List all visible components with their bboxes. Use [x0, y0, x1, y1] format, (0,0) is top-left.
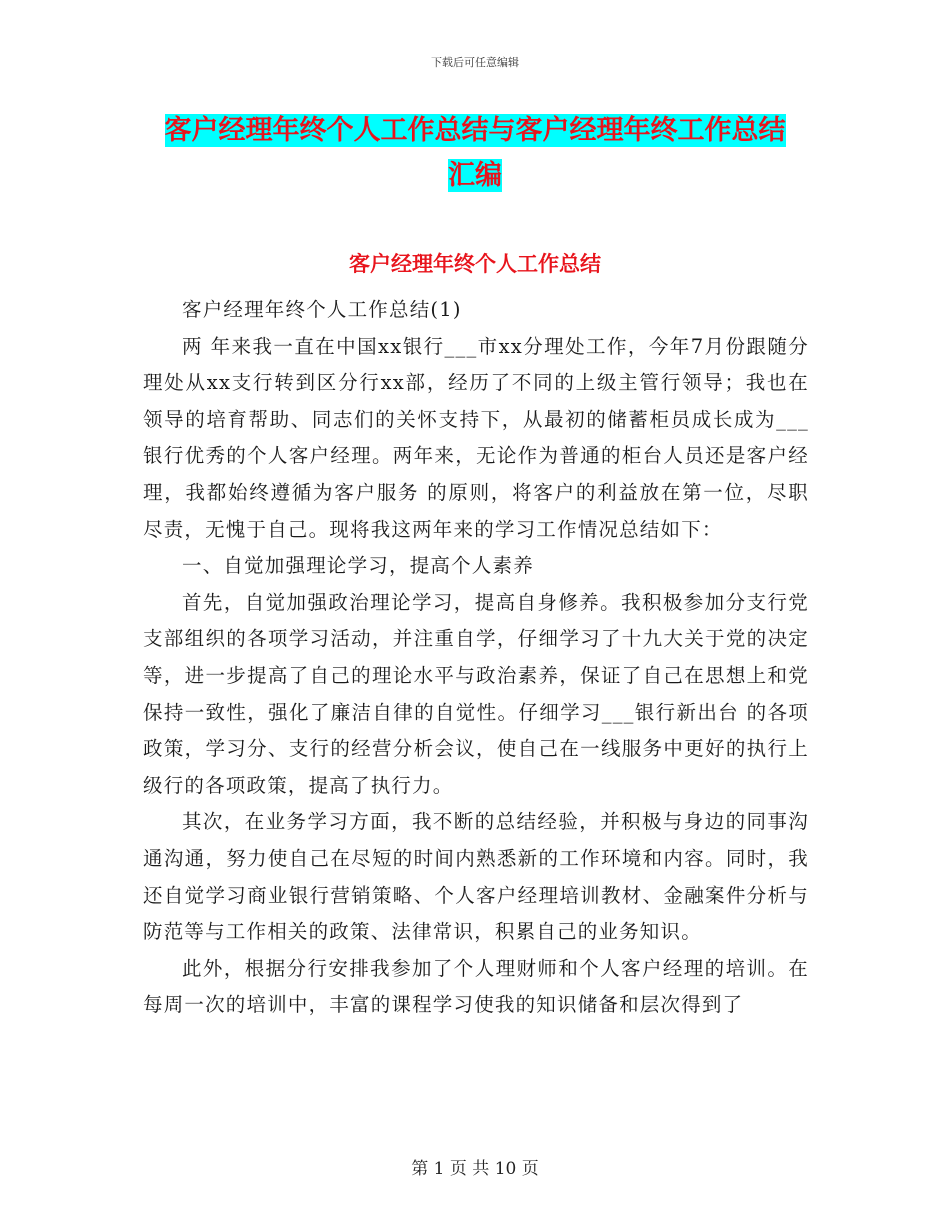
document-body: [143, 292, 809, 1024]
page-footer: 第 1 页 共 10 页: [411, 1159, 539, 1179]
paragraph: 其次，在业务学习方面，我不断的总结经验，并积极与身边的同事沟通沟通，努力使自己在尽短的时间内熟悉新的工作环境和内容。同时，我还自觉学习商业银行营销策略、个人客户经理培训教材、金融案件分析与防范等与工作相关的政策、法律常识，积累自己的业务知识。: [143, 810, 809, 944]
paragraph: 此外，根据分行安排我参加了个人理财师和个人客户经理的培训。在每周一次的培训中，丰富的课程学习使我的知识储备和层次得到了: [143, 956, 809, 1017]
header-note: 下载后可任意编辑: [431, 56, 519, 69]
paragraph: 首先，自觉加强政治理论学习，提高自身修养。我积极参加分支行党支部组织的各项学习活动，并注重自学，仔细学习了十九大关于党的决定等，进一步提高了自己的理论水平与政治素养，保证了自己在思想上和党保持一致性，强化了廉洁自律的自觉性。仔细学习___银行新出台 的各项政策，学习分、支行的经营分析会议，使自己在一线服务中更好的执行上级行的各项政策，提高了执行力。: [143, 590, 809, 797]
main-title-line2: 汇编: [448, 160, 502, 191]
paragraph: 一、自觉加强理论学习，提高个人素养: [182, 554, 534, 578]
paragraph: 两 年来我一直在中国xx银行___市xx分理处工作，今年7月份跟随分理处从xx支行转到区分行xx部，经历了不同的上级主管行领导；我也在领导的培育帮助、同志们的关怀支持下，从最初的储蓄柜员成长成为___银行优秀的个人客户经理。两年来，无论作为普通的柜台人员还是客户经理，我都始终遵循为客户服务 的原则，将客户的利益放在第一位，尽职尽责，无愧于自己。现将我这两年来的学习工作情况总结如下：: [143, 334, 809, 541]
section-title: 客户经理年终个人工作总结: [349, 252, 601, 276]
main-title-line1: 客户经理年终个人工作总结与客户经理年终工作总结: [164, 115, 786, 146]
main-title: [140, 108, 810, 198]
paragraph: 客户经理年终个人工作总结(1): [182, 298, 462, 321]
